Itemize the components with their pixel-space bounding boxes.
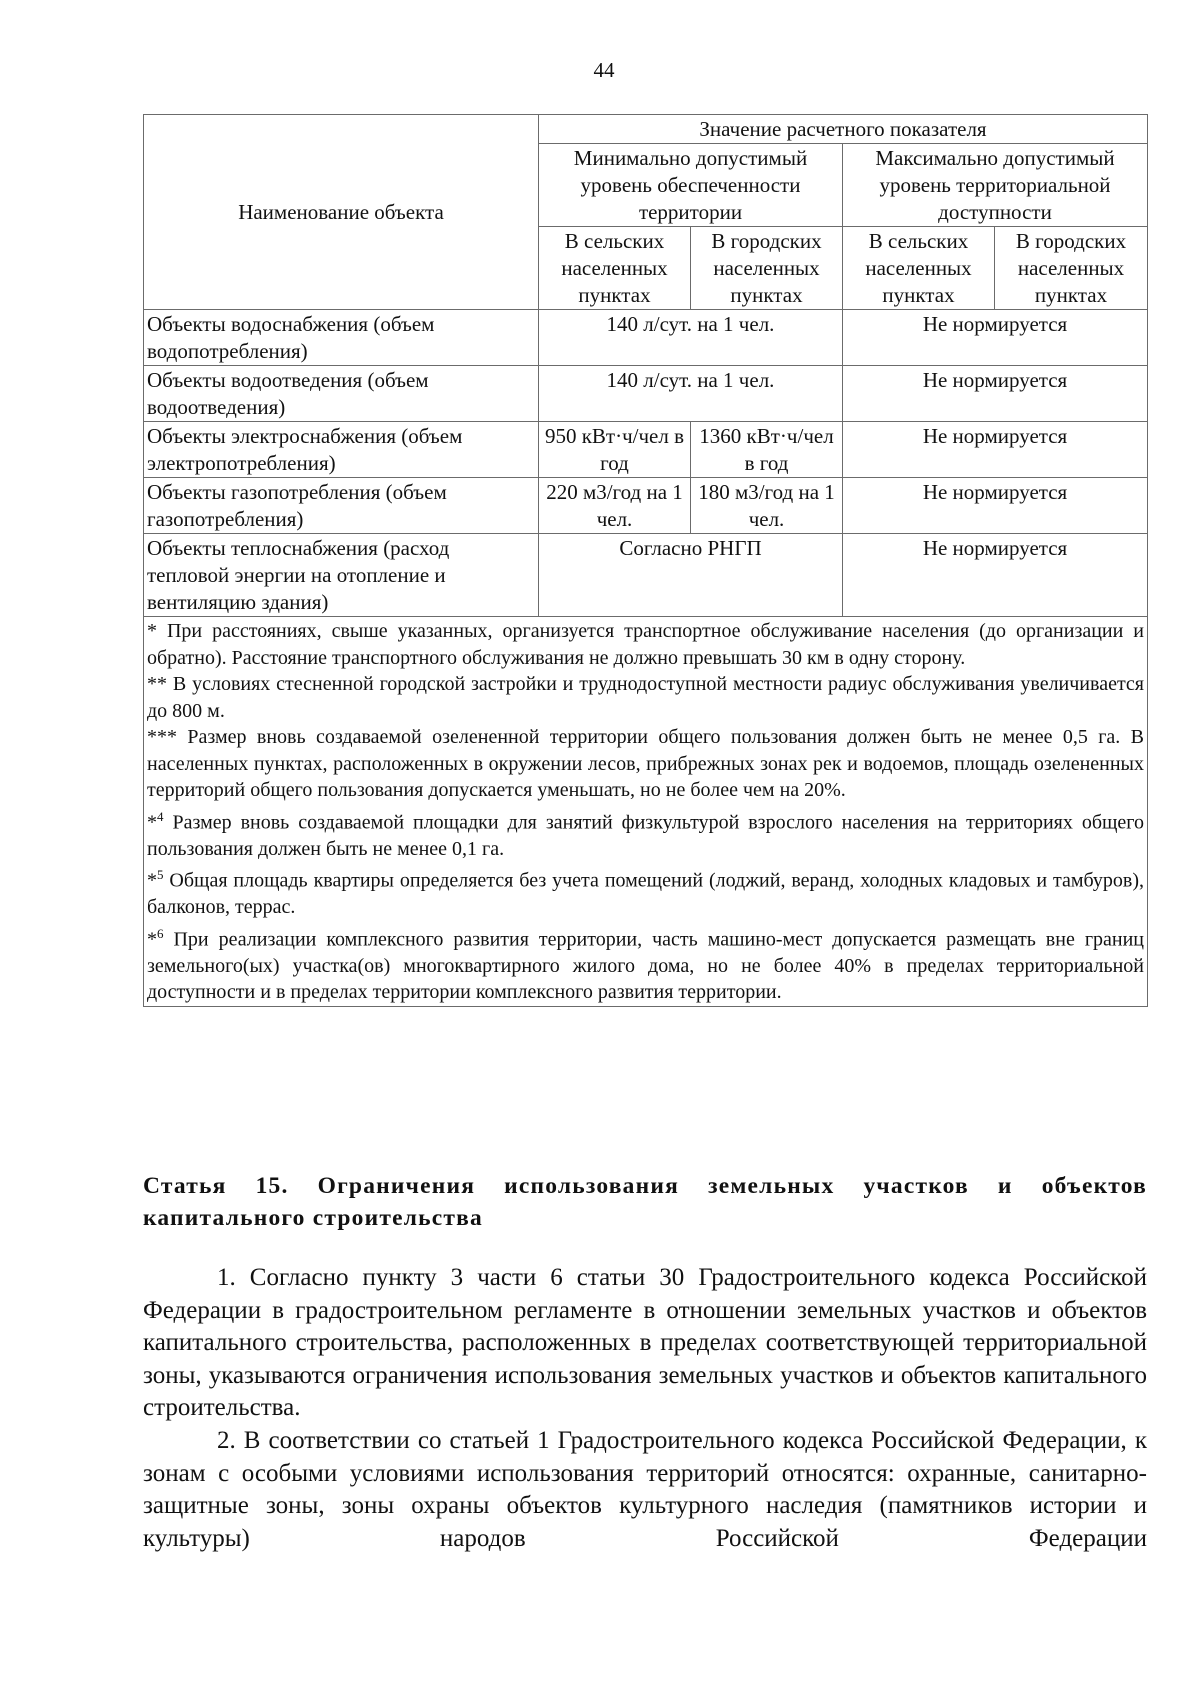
row-min: 140 л/сут. на 1 чел. — [539, 310, 843, 366]
header-name-col: Наименование объекта — [144, 115, 539, 310]
norms-table — [143, 114, 1148, 1007]
footnote-mark: * — [147, 869, 157, 892]
row-name: Объекты водоснабжения (объем водопотребления) — [144, 310, 539, 366]
footnote-sup: 5 — [157, 867, 164, 883]
row-name: Объекты электроснабжения (объем электропотребления) — [144, 422, 539, 478]
footnote — [147, 921, 1144, 1006]
row-max: Не нормируется — [843, 534, 1148, 617]
footnote-mark: * — [147, 928, 157, 951]
header-max-urban: В городских населенных пунктах — [995, 227, 1148, 310]
row-max: Не нормируется — [843, 478, 1148, 534]
row-name: Объекты водоотведения (объем водоотведения) — [144, 366, 539, 422]
header-max-group: Максимально допустимый уровень территориальной доступности — [843, 144, 1148, 227]
footnote-sup: 4 — [157, 808, 164, 824]
footnote-text: В условиях стесненной городской застройки и труднодоступной местности радиус обслуживания увеличивается до 800 м. — [147, 673, 1145, 722]
footnote-mark: ** — [147, 673, 167, 695]
article-body — [143, 1262, 1147, 1555]
row-max: Не нормируется — [843, 310, 1148, 366]
header-value-group: Значение расчетного показателя — [539, 115, 1148, 144]
footnote — [147, 671, 1144, 724]
table-footnotes — [144, 617, 1148, 1007]
header-min-group: Минимально допустимый уровень обеспеченности территории — [539, 144, 843, 227]
footnote-text: Общая площадь квартиры определяется без учета помещений (лоджий, веранд, холодных кладовых и тамбуров), балконов, террас. — [147, 869, 1145, 919]
footnote-sup: 6 — [157, 925, 164, 941]
row-name: Объекты газопотребления (объем газопотребления) — [144, 478, 539, 534]
paragraph: 1. Согласно пункту 3 части 6 статьи 30 Градостроительного кодекса Российской Федерации в градостроительном регламенте в отношении земельных участков и объектов капитального строительства, расположенных в пределах соответствующей территориальной зоны, указываются ограничения использования земельных участков и объектов капитального строительства. — [143, 1264, 1147, 1422]
footnote — [147, 618, 1144, 671]
page-number: 44 — [593, 58, 615, 82]
table-row — [144, 534, 1148, 617]
row-min: 140 л/сут. на 1 чел. — [539, 366, 843, 422]
notes-row — [144, 617, 1148, 1007]
row-max: Не нормируется — [843, 422, 1148, 478]
header-max-rural: В сельских населенных пунктах — [843, 227, 995, 310]
table-row — [144, 310, 1148, 366]
footnote-text: Размер вновь создаваемой площадки для занятий физкультурой взрослого населения на территориях общего пользования должен быть не менее 0,1 га. — [147, 811, 1144, 860]
table-row — [144, 422, 1148, 478]
header-row-1 — [144, 115, 1148, 144]
row-min: Согласно РНГП — [539, 534, 843, 617]
row-max: Не нормируется — [843, 366, 1148, 422]
row-min-urban: 1360 кВт·ч/чел в год — [691, 422, 843, 478]
footnote-text: При реализации комплексного развития территории, часть машино-мест допускается размещать вне границ земельного(ых) участка(ов) многоквартирного жилого дома, но не более 40% в пределах территориальной доступности и в пределах территории комплексного развития территории. — [147, 928, 1145, 1004]
paragraph: 2. В соответствии со статьей 1 Градостроительного кодекса Российской Федерации, к зонам с особыми условиями использования территорий относятся: охранные, санитарно-защитные зоны, зоны охраны объектов культурного наследия (памятников истории и культуры) народов Российской Федерации — [143, 1426, 1147, 1552]
header-min-rural: В сельских населенных пунктах — [539, 227, 691, 310]
footnote — [147, 862, 1144, 921]
table-row — [144, 478, 1148, 534]
footnote-mark: * — [147, 620, 157, 642]
footnote — [147, 804, 1144, 863]
row-min-urban: 180 м3/год на 1 чел. — [691, 478, 843, 534]
article-heading: Статья 15. Ограничения использования земельных участков и объектов капитального строительства — [143, 1173, 1147, 1231]
footnote-mark: * — [147, 811, 157, 834]
row-min-rural: 950 кВт·ч/чел в год — [539, 422, 691, 478]
footnote — [147, 724, 1144, 804]
row-min-rural: 220 м3/год на 1 чел. — [539, 478, 691, 534]
header-min-urban: В городских населенных пунктах — [691, 227, 843, 310]
table-row — [144, 366, 1148, 422]
footnote-mark: *** — [147, 726, 177, 748]
footnote-text: При расстояниях, свыше указанных, организуется транспортное обслуживание населения (до организации и обратно). Расстояние транспортного обслуживания не должно превышать 30 км в одну сторону. — [147, 620, 1145, 669]
footnote-text: Размер вновь создаваемой озелененной территории общего пользования должен быть не менее 0,5 га. В населенных пунктах, расположенных в окружении лесов, прибрежных зонах рек и водоемов, площадь озелененных территорий общего пользования допускается уменьшать, но не более чем на 20%. — [147, 726, 1144, 801]
row-name: Объекты теплоснабжения (расход тепловой энергии на отопление и вентиляцию здания) — [144, 534, 539, 617]
